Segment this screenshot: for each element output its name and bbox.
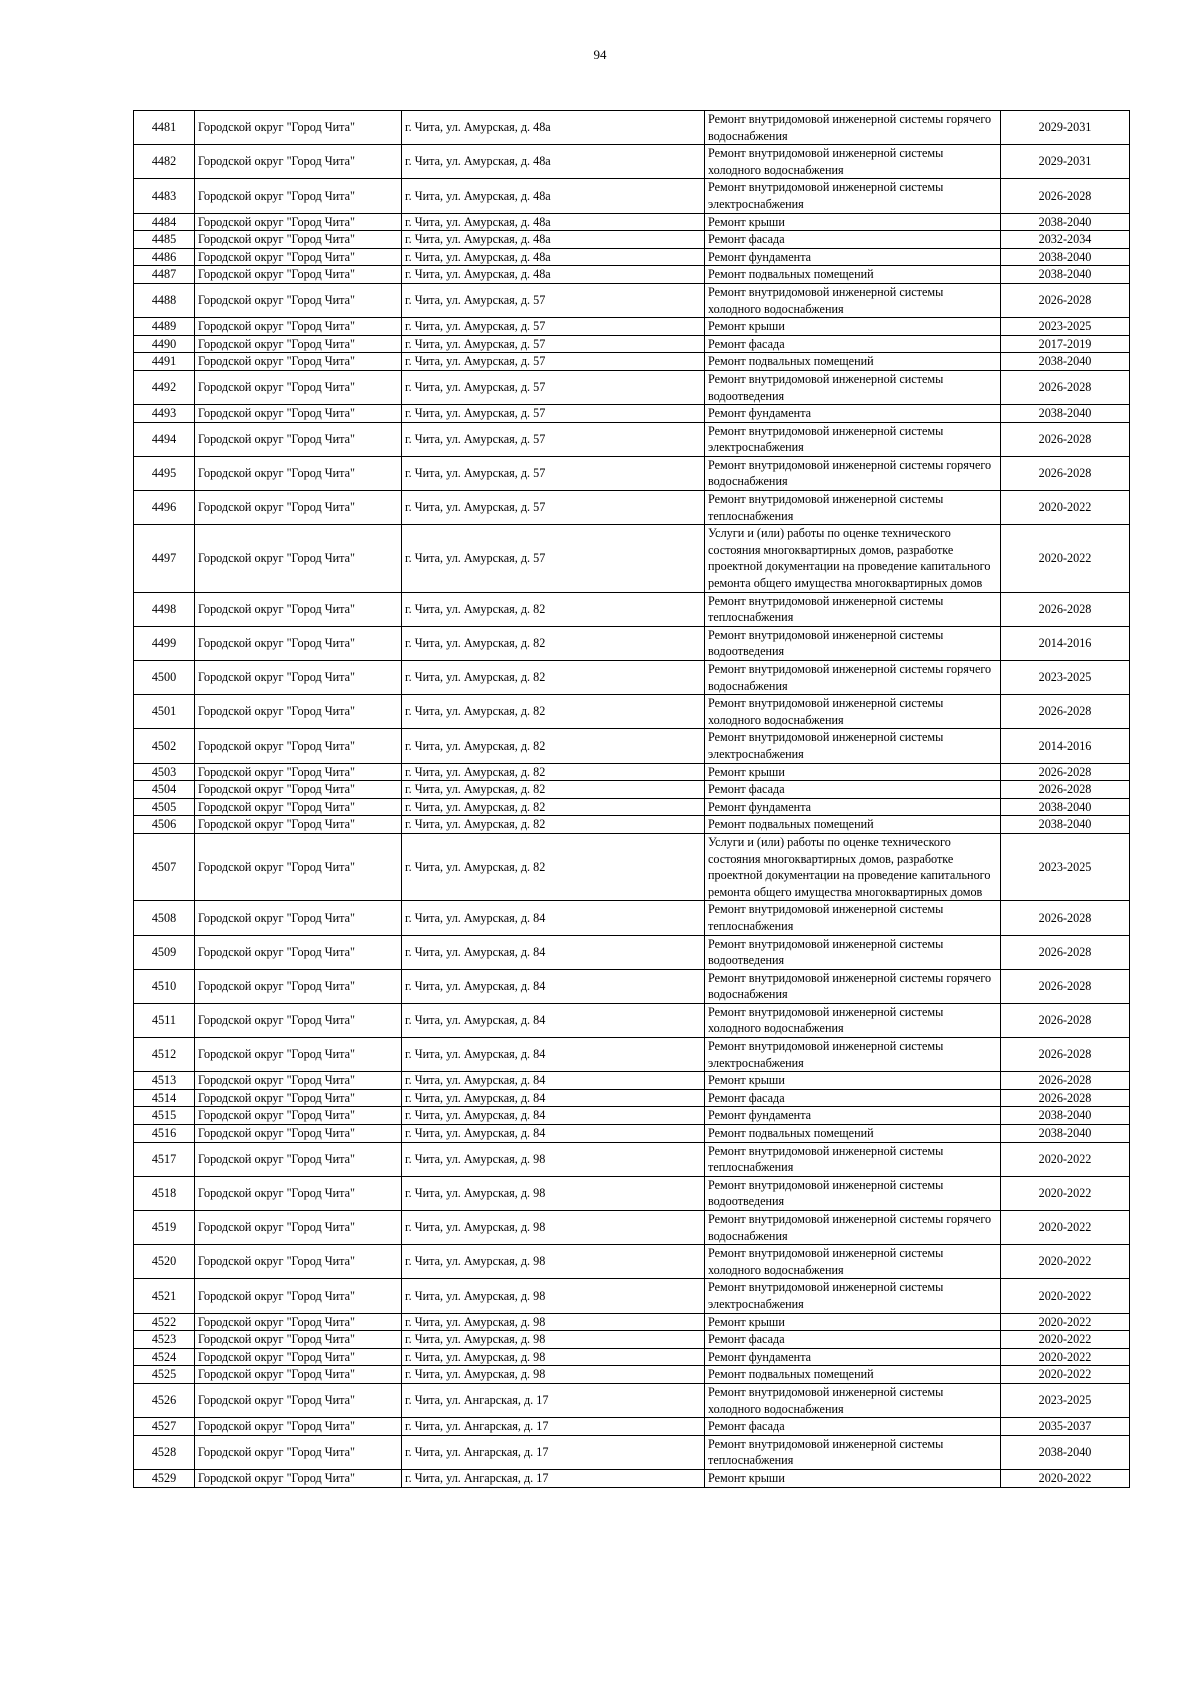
- work-type-cell: Ремонт крыши: [705, 1072, 1001, 1090]
- period-cell: 2026-2028: [1001, 763, 1130, 781]
- work-type-cell: Ремонт фундамента: [705, 1348, 1001, 1366]
- row-number-cell: 4500: [134, 661, 195, 695]
- municipality-cell: Городской округ "Город Чита": [195, 266, 402, 284]
- address-cell: г. Чита, ул. Амурская, д. 82: [402, 626, 705, 660]
- table-row: [134, 491, 1130, 525]
- table-row: [134, 1469, 1130, 1487]
- municipality-cell: Городской округ "Город Чита": [195, 1038, 402, 1072]
- row-number-cell: 4489: [134, 318, 195, 336]
- row-number-cell: 4527: [134, 1418, 195, 1436]
- row-number-cell: 4494: [134, 422, 195, 456]
- municipality-cell: Городской округ "Город Чита": [195, 1348, 402, 1366]
- row-number-cell: 4518: [134, 1176, 195, 1210]
- work-type-cell: Ремонт внутридомовой инженерной системы холодного водоснабжения: [705, 695, 1001, 729]
- table-row: [134, 901, 1130, 935]
- municipality-cell: Городской округ "Город Чита": [195, 248, 402, 266]
- municipality-cell: Городской округ "Город Чита": [195, 1072, 402, 1090]
- work-type-cell: Ремонт крыши: [705, 318, 1001, 336]
- row-number-cell: 4488: [134, 283, 195, 317]
- table-row: [134, 1279, 1130, 1313]
- address-cell: г. Чита, ул. Амурская, д. 84: [402, 1072, 705, 1090]
- period-cell: 2023-2025: [1001, 318, 1130, 336]
- municipality-cell: Городской округ "Город Чита": [195, 111, 402, 145]
- row-number-cell: 4501: [134, 695, 195, 729]
- work-type-cell: Ремонт фундамента: [705, 405, 1001, 423]
- address-cell: г. Чита, ул. Амурская, д. 84: [402, 935, 705, 969]
- municipality-cell: Городской округ "Город Чита": [195, 1366, 402, 1384]
- period-cell: 2038-2040: [1001, 1435, 1130, 1469]
- period-cell: 2029-2031: [1001, 111, 1130, 145]
- municipality-cell: Городской округ "Город Чита": [195, 833, 402, 900]
- address-cell: г. Чита, ул. Амурская, д. 98: [402, 1313, 705, 1331]
- period-cell: 2038-2040: [1001, 798, 1130, 816]
- period-cell: 2020-2022: [1001, 525, 1130, 592]
- municipality-cell: Городской округ "Город Чита": [195, 1313, 402, 1331]
- period-cell: 2038-2040: [1001, 248, 1130, 266]
- address-cell: г. Чита, ул. Амурская, д. 82: [402, 833, 705, 900]
- address-cell: г. Чита, ул. Амурская, д. 84: [402, 1003, 705, 1037]
- work-type-cell: Ремонт внутридомовой инженерной системы водоотведения: [705, 1176, 1001, 1210]
- period-cell: 2020-2022: [1001, 1313, 1130, 1331]
- period-cell: 2026-2028: [1001, 370, 1130, 404]
- period-cell: 2026-2028: [1001, 1089, 1130, 1107]
- table-row: [134, 248, 1130, 266]
- municipality-cell: Городской округ "Город Чита": [195, 1089, 402, 1107]
- period-cell: 2026-2028: [1001, 283, 1130, 317]
- period-cell: 2020-2022: [1001, 1469, 1130, 1487]
- table-row: [134, 969, 1130, 1003]
- municipality-cell: Городской округ "Город Чита": [195, 1245, 402, 1279]
- period-cell: 2020-2022: [1001, 1245, 1130, 1279]
- row-number-cell: 4523: [134, 1331, 195, 1349]
- row-number-cell: 4490: [134, 335, 195, 353]
- municipality-cell: Городской округ "Город Чита": [195, 1331, 402, 1349]
- period-cell: 2038-2040: [1001, 816, 1130, 834]
- period-cell: 2026-2028: [1001, 592, 1130, 626]
- address-cell: г. Чита, ул. Амурская, д. 84: [402, 969, 705, 1003]
- table-row: [134, 1383, 1130, 1417]
- municipality-cell: Городской округ "Город Чита": [195, 213, 402, 231]
- address-cell: г. Чита, ул. Амурская, д. 98: [402, 1245, 705, 1279]
- municipality-cell: Городской округ "Город Чита": [195, 729, 402, 763]
- row-number-cell: 4509: [134, 935, 195, 969]
- period-cell: 2026-2028: [1001, 422, 1130, 456]
- address-cell: г. Чита, ул. Амурская, д. 84: [402, 1125, 705, 1143]
- page-number: 94: [593, 47, 607, 62]
- address-cell: г. Чита, ул. Амурская, д. 98: [402, 1142, 705, 1176]
- period-cell: 2026-2028: [1001, 1038, 1130, 1072]
- work-type-cell: Ремонт фасада: [705, 1331, 1001, 1349]
- period-cell: 2023-2025: [1001, 1383, 1130, 1417]
- table-row: [134, 1125, 1130, 1143]
- work-type-cell: Ремонт внутридомовой инженерной системы теплоснабжения: [705, 1142, 1001, 1176]
- table-row: [134, 1418, 1130, 1436]
- row-number-cell: 4493: [134, 405, 195, 423]
- row-number-cell: 4498: [134, 592, 195, 626]
- work-type-cell: Ремонт фасада: [705, 781, 1001, 799]
- row-number-cell: 4517: [134, 1142, 195, 1176]
- work-type-cell: Ремонт подвальных помещений: [705, 1125, 1001, 1143]
- work-type-cell: Ремонт внутридомовой инженерной системы горячего водоснабжения: [705, 1211, 1001, 1245]
- table-row: [134, 1366, 1130, 1384]
- row-number-cell: 4514: [134, 1089, 195, 1107]
- period-cell: 2020-2022: [1001, 1331, 1130, 1349]
- municipality-cell: Городской округ "Город Чита": [195, 179, 402, 213]
- table-row: [134, 1038, 1130, 1072]
- municipality-cell: Городской округ "Город Чита": [195, 422, 402, 456]
- row-number-cell: 4529: [134, 1469, 195, 1487]
- table-row: [134, 231, 1130, 249]
- table-row: [134, 1435, 1130, 1469]
- work-type-cell: Ремонт внутридомовой инженерной системы водоотведения: [705, 370, 1001, 404]
- work-type-cell: Ремонт внутридомовой инженерной системы теплоснабжения: [705, 901, 1001, 935]
- municipality-cell: Городской округ "Город Чита": [195, 405, 402, 423]
- work-type-cell: Ремонт внутридомовой инженерной системы водоотведения: [705, 626, 1001, 660]
- work-type-cell: Ремонт фундамента: [705, 248, 1001, 266]
- row-number-cell: 4508: [134, 901, 195, 935]
- municipality-cell: Городской округ "Город Чита": [195, 626, 402, 660]
- work-type-cell: Ремонт крыши: [705, 763, 1001, 781]
- address-cell: г. Чита, ул. Амурская, д. 98: [402, 1348, 705, 1366]
- row-number-cell: 4513: [134, 1072, 195, 1090]
- municipality-cell: Городской округ "Город Чита": [195, 335, 402, 353]
- work-type-cell: Ремонт внутридомовой инженерной системы холодного водоснабжения: [705, 283, 1001, 317]
- table-row: [134, 1142, 1130, 1176]
- row-number-cell: 4506: [134, 816, 195, 834]
- row-number-cell: 4495: [134, 456, 195, 490]
- period-cell: 2020-2022: [1001, 1279, 1130, 1313]
- work-type-cell: Ремонт внутридомовой инженерной системы теплоснабжения: [705, 592, 1001, 626]
- municipality-cell: Городской округ "Город Чита": [195, 1435, 402, 1469]
- period-cell: 2038-2040: [1001, 266, 1130, 284]
- table-row: [134, 833, 1130, 900]
- work-type-cell: Ремонт фасада: [705, 231, 1001, 249]
- table-row: [134, 456, 1130, 490]
- work-type-cell: Услуги и (или) работы по оценке технического состояния многоквартирных домов, разработке проектной документации на проведение капитального ремонта общего имущества многоквартирных домов: [705, 833, 1001, 900]
- row-number-cell: 4510: [134, 969, 195, 1003]
- work-type-cell: Ремонт внутридомовой инженерной системы электроснабжения: [705, 179, 1001, 213]
- row-number-cell: 4503: [134, 763, 195, 781]
- work-type-cell: Ремонт внутридомовой инженерной системы электроснабжения: [705, 729, 1001, 763]
- address-cell: г. Чита, ул. Амурская, д. 84: [402, 1089, 705, 1107]
- municipality-cell: Городской округ "Город Чита": [195, 763, 402, 781]
- address-cell: г. Чита, ул. Амурская, д. 82: [402, 661, 705, 695]
- period-cell: 2014-2016: [1001, 626, 1130, 660]
- row-number-cell: 4525: [134, 1366, 195, 1384]
- table-row: [134, 422, 1130, 456]
- table-row: [134, 1107, 1130, 1125]
- period-cell: 2038-2040: [1001, 1107, 1130, 1125]
- municipality-cell: Городской округ "Город Чита": [195, 231, 402, 249]
- table-row: [134, 179, 1130, 213]
- table-row: [134, 335, 1130, 353]
- municipality-cell: Городской округ "Город Чита": [195, 798, 402, 816]
- row-number-cell: 4483: [134, 179, 195, 213]
- municipality-cell: Городской округ "Город Чита": [195, 353, 402, 371]
- municipality-cell: Городской округ "Город Чита": [195, 525, 402, 592]
- row-number-cell: 4496: [134, 491, 195, 525]
- address-cell: г. Чита, ул. Амурская, д. 98: [402, 1279, 705, 1313]
- address-cell: г. Чита, ул. Амурская, д. 82: [402, 781, 705, 799]
- row-number-cell: 4524: [134, 1348, 195, 1366]
- work-type-cell: Ремонт крыши: [705, 213, 1001, 231]
- address-cell: г. Чита, ул. Амурская, д. 57: [402, 405, 705, 423]
- row-number-cell: 4502: [134, 729, 195, 763]
- row-number-cell: 4486: [134, 248, 195, 266]
- table-row: [134, 318, 1130, 336]
- table-row: [134, 592, 1130, 626]
- municipality-cell: Городской округ "Город Чита": [195, 816, 402, 834]
- work-type-cell: Ремонт внутридомовой инженерной системы теплоснабжения: [705, 491, 1001, 525]
- municipality-cell: Городской округ "Город Чита": [195, 1125, 402, 1143]
- work-type-cell: Ремонт крыши: [705, 1313, 1001, 1331]
- period-cell: 2017-2019: [1001, 335, 1130, 353]
- work-type-cell: Ремонт внутридомовой инженерной системы горячего водоснабжения: [705, 661, 1001, 695]
- municipality-cell: Городской округ "Город Чита": [195, 1003, 402, 1037]
- municipality-cell: Городской округ "Город Чита": [195, 1418, 402, 1436]
- municipality-cell: Городской округ "Город Чита": [195, 1469, 402, 1487]
- address-cell: г. Чита, ул. Амурская, д. 82: [402, 695, 705, 729]
- table-row: [134, 729, 1130, 763]
- municipality-cell: Городской округ "Город Чита": [195, 969, 402, 1003]
- work-type-cell: Ремонт внутридомовой инженерной системы холодного водоснабжения: [705, 1383, 1001, 1417]
- row-number-cell: 4481: [134, 111, 195, 145]
- table-row: [134, 935, 1130, 969]
- work-type-cell: Ремонт внутридомовой инженерной системы холодного водоснабжения: [705, 1245, 1001, 1279]
- period-cell: 2026-2028: [1001, 456, 1130, 490]
- address-cell: г. Чита, ул. Амурская, д. 48а: [402, 111, 705, 145]
- work-type-cell: Ремонт фундамента: [705, 1107, 1001, 1125]
- work-type-cell: Ремонт внутридомовой инженерной системы электроснабжения: [705, 422, 1001, 456]
- work-type-cell: Ремонт внутридомовой инженерной системы электроснабжения: [705, 1038, 1001, 1072]
- row-number-cell: 4528: [134, 1435, 195, 1469]
- row-number-cell: 4511: [134, 1003, 195, 1037]
- municipality-cell: Городской округ "Город Чита": [195, 695, 402, 729]
- address-cell: г. Чита, ул. Амурская, д. 82: [402, 798, 705, 816]
- table-row: [134, 1348, 1130, 1366]
- table-row: [134, 798, 1130, 816]
- work-type-cell: Ремонт внутридомовой инженерной системы холодного водоснабжения: [705, 1003, 1001, 1037]
- table-row: [134, 626, 1130, 660]
- address-cell: г. Чита, ул. Ангарская, д. 17: [402, 1469, 705, 1487]
- municipality-cell: Городской округ "Город Чита": [195, 491, 402, 525]
- work-type-cell: Услуги и (или) работы по оценке технического состояния многоквартирных домов, разработке проектной документации на проведение капитального ремонта общего имущества многоквартирных домов: [705, 525, 1001, 592]
- municipality-cell: Городской округ "Город Чита": [195, 145, 402, 179]
- municipality-cell: Городской округ "Город Чита": [195, 1142, 402, 1176]
- row-number-cell: 4485: [134, 231, 195, 249]
- period-cell: 2020-2022: [1001, 491, 1130, 525]
- table-row: [134, 370, 1130, 404]
- address-cell: г. Чита, ул. Амурская, д. 98: [402, 1366, 705, 1384]
- address-cell: г. Чита, ул. Амурская, д. 48а: [402, 248, 705, 266]
- period-cell: 2038-2040: [1001, 405, 1130, 423]
- period-cell: 2026-2028: [1001, 1003, 1130, 1037]
- address-cell: г. Чита, ул. Амурская, д. 48а: [402, 231, 705, 249]
- table-row: [134, 145, 1130, 179]
- table-row: [134, 1245, 1130, 1279]
- address-cell: г. Чита, ул. Амурская, д. 48а: [402, 145, 705, 179]
- address-cell: г. Чита, ул. Амурская, д. 57: [402, 422, 705, 456]
- period-cell: 2023-2025: [1001, 661, 1130, 695]
- period-cell: 2038-2040: [1001, 213, 1130, 231]
- work-type-cell: Ремонт внутридомовой инженерной системы теплоснабжения: [705, 1435, 1001, 1469]
- table-row: [134, 781, 1130, 799]
- table-row: [134, 1003, 1130, 1037]
- address-cell: г. Чита, ул. Амурская, д. 57: [402, 370, 705, 404]
- address-cell: г. Чита, ул. Амурская, д. 57: [402, 491, 705, 525]
- work-type-cell: Ремонт подвальных помещений: [705, 266, 1001, 284]
- period-cell: 2020-2022: [1001, 1176, 1130, 1210]
- period-cell: 2032-2034: [1001, 231, 1130, 249]
- table-row: [134, 1176, 1130, 1210]
- period-cell: 2026-2028: [1001, 901, 1130, 935]
- row-number-cell: 4484: [134, 213, 195, 231]
- period-cell: 2020-2022: [1001, 1348, 1130, 1366]
- table-row: [134, 763, 1130, 781]
- work-type-cell: Ремонт фасада: [705, 335, 1001, 353]
- period-cell: 2026-2028: [1001, 781, 1130, 799]
- work-type-cell: Ремонт подвальных помещений: [705, 1366, 1001, 1384]
- address-cell: г. Чита, ул. Ангарская, д. 17: [402, 1435, 705, 1469]
- work-type-cell: Ремонт подвальных помещений: [705, 353, 1001, 371]
- period-cell: 2023-2025: [1001, 833, 1130, 900]
- work-type-cell: Ремонт фасада: [705, 1089, 1001, 1107]
- row-number-cell: 4505: [134, 798, 195, 816]
- address-cell: г. Чита, ул. Амурская, д. 82: [402, 816, 705, 834]
- table-row: [134, 266, 1130, 284]
- table-row: [134, 816, 1130, 834]
- table-row: [134, 405, 1130, 423]
- address-cell: г. Чита, ул. Амурская, д. 57: [402, 283, 705, 317]
- address-cell: г. Чита, ул. Амурская, д. 57: [402, 525, 705, 592]
- table-row: [134, 1089, 1130, 1107]
- row-number-cell: 4492: [134, 370, 195, 404]
- address-cell: г. Чита, ул. Амурская, д. 98: [402, 1331, 705, 1349]
- address-cell: г. Чита, ул. Амурская, д. 48а: [402, 266, 705, 284]
- period-cell: 2026-2028: [1001, 695, 1130, 729]
- row-number-cell: 4522: [134, 1313, 195, 1331]
- address-cell: г. Чита, ул. Амурская, д. 84: [402, 1107, 705, 1125]
- table-row: [134, 525, 1130, 592]
- work-type-cell: Ремонт внутридомовой инженерной системы холодного водоснабжения: [705, 145, 1001, 179]
- row-number-cell: 4499: [134, 626, 195, 660]
- period-cell: 2026-2028: [1001, 1072, 1130, 1090]
- table-row: [134, 111, 1130, 145]
- period-cell: 2038-2040: [1001, 1125, 1130, 1143]
- work-type-cell: Ремонт внутридомовой инженерной системы горячего водоснабжения: [705, 456, 1001, 490]
- address-cell: г. Чита, ул. Амурская, д. 82: [402, 592, 705, 626]
- table-row: [134, 695, 1130, 729]
- period-cell: 2020-2022: [1001, 1366, 1130, 1384]
- address-cell: г. Чита, ул. Амурская, д. 82: [402, 729, 705, 763]
- address-cell: г. Чита, ул. Ангарская, д. 17: [402, 1418, 705, 1436]
- municipality-cell: Городской округ "Город Чита": [195, 1383, 402, 1417]
- municipality-cell: Городской округ "Город Чита": [195, 318, 402, 336]
- address-cell: г. Чита, ул. Амурская, д. 82: [402, 763, 705, 781]
- table-row: [134, 353, 1130, 371]
- address-cell: г. Чита, ул. Амурская, д. 57: [402, 335, 705, 353]
- address-cell: г. Чита, ул. Амурская, д. 84: [402, 901, 705, 935]
- table-row: [134, 1331, 1130, 1349]
- address-cell: г. Чита, ул. Амурская, д. 98: [402, 1176, 705, 1210]
- row-number-cell: 4507: [134, 833, 195, 900]
- row-number-cell: 4487: [134, 266, 195, 284]
- work-type-cell: Ремонт внутридомовой инженерной системы горячего водоснабжения: [705, 969, 1001, 1003]
- row-number-cell: 4520: [134, 1245, 195, 1279]
- work-type-cell: Ремонт внутридомовой инженерной системы горячего водоснабжения: [705, 111, 1001, 145]
- row-number-cell: 4491: [134, 353, 195, 371]
- work-type-cell: Ремонт крыши: [705, 1469, 1001, 1487]
- row-number-cell: 4497: [134, 525, 195, 592]
- municipality-cell: Городской округ "Город Чита": [195, 935, 402, 969]
- period-cell: 2014-2016: [1001, 729, 1130, 763]
- municipality-cell: Городской округ "Город Чита": [195, 1176, 402, 1210]
- row-number-cell: 4515: [134, 1107, 195, 1125]
- municipality-cell: Городской округ "Город Чита": [195, 456, 402, 490]
- period-cell: 2029-2031: [1001, 145, 1130, 179]
- row-number-cell: 4519: [134, 1211, 195, 1245]
- table-row: [134, 661, 1130, 695]
- work-type-cell: Ремонт внутридомовой инженерной системы электроснабжения: [705, 1279, 1001, 1313]
- work-type-cell: Ремонт подвальных помещений: [705, 816, 1001, 834]
- period-cell: 2020-2022: [1001, 1142, 1130, 1176]
- row-number-cell: 4521: [134, 1279, 195, 1313]
- address-cell: г. Чита, ул. Амурская, д. 57: [402, 353, 705, 371]
- municipality-cell: Городской округ "Город Чита": [195, 1279, 402, 1313]
- address-cell: г. Чита, ул. Амурская, д. 57: [402, 456, 705, 490]
- row-number-cell: 4516: [134, 1125, 195, 1143]
- municipality-cell: Городской округ "Город Чита": [195, 370, 402, 404]
- table-row: [134, 1072, 1130, 1090]
- table-row: [134, 1313, 1130, 1331]
- municipality-cell: Городской округ "Город Чита": [195, 1211, 402, 1245]
- period-cell: 2038-2040: [1001, 353, 1130, 371]
- address-cell: г. Чита, ул. Амурская, д. 57: [402, 318, 705, 336]
- table-body: [134, 111, 1130, 1488]
- row-number-cell: 4504: [134, 781, 195, 799]
- municipality-cell: Городской округ "Город Чита": [195, 781, 402, 799]
- period-cell: 2026-2028: [1001, 935, 1130, 969]
- work-type-cell: Ремонт внутридомовой инженерной системы водоотведения: [705, 935, 1001, 969]
- municipality-cell: Городской округ "Город Чита": [195, 1107, 402, 1125]
- address-cell: г. Чита, ул. Амурская, д. 98: [402, 1211, 705, 1245]
- period-cell: 2026-2028: [1001, 179, 1130, 213]
- municipality-cell: Городской округ "Город Чита": [195, 592, 402, 626]
- table-row: [134, 283, 1130, 317]
- municipality-cell: Городской округ "Город Чита": [195, 901, 402, 935]
- address-cell: г. Чита, ул. Амурская, д. 48а: [402, 213, 705, 231]
- municipality-cell: Городской округ "Город Чита": [195, 283, 402, 317]
- address-cell: г. Чита, ул. Амурская, д. 84: [402, 1038, 705, 1072]
- municipality-cell: Городской округ "Город Чита": [195, 661, 402, 695]
- row-number-cell: 4526: [134, 1383, 195, 1417]
- row-number-cell: 4482: [134, 145, 195, 179]
- work-type-cell: Ремонт фасада: [705, 1418, 1001, 1436]
- period-cell: 2020-2022: [1001, 1211, 1130, 1245]
- address-cell: г. Чита, ул. Амурская, д. 48а: [402, 179, 705, 213]
- table-row: [134, 213, 1130, 231]
- row-number-cell: 4512: [134, 1038, 195, 1072]
- repair-schedule-table: [133, 110, 1130, 1488]
- table-row: [134, 1211, 1130, 1245]
- address-cell: г. Чита, ул. Ангарская, д. 17: [402, 1383, 705, 1417]
- work-type-cell: Ремонт фундамента: [705, 798, 1001, 816]
- period-cell: 2026-2028: [1001, 969, 1130, 1003]
- period-cell: 2035-2037: [1001, 1418, 1130, 1436]
